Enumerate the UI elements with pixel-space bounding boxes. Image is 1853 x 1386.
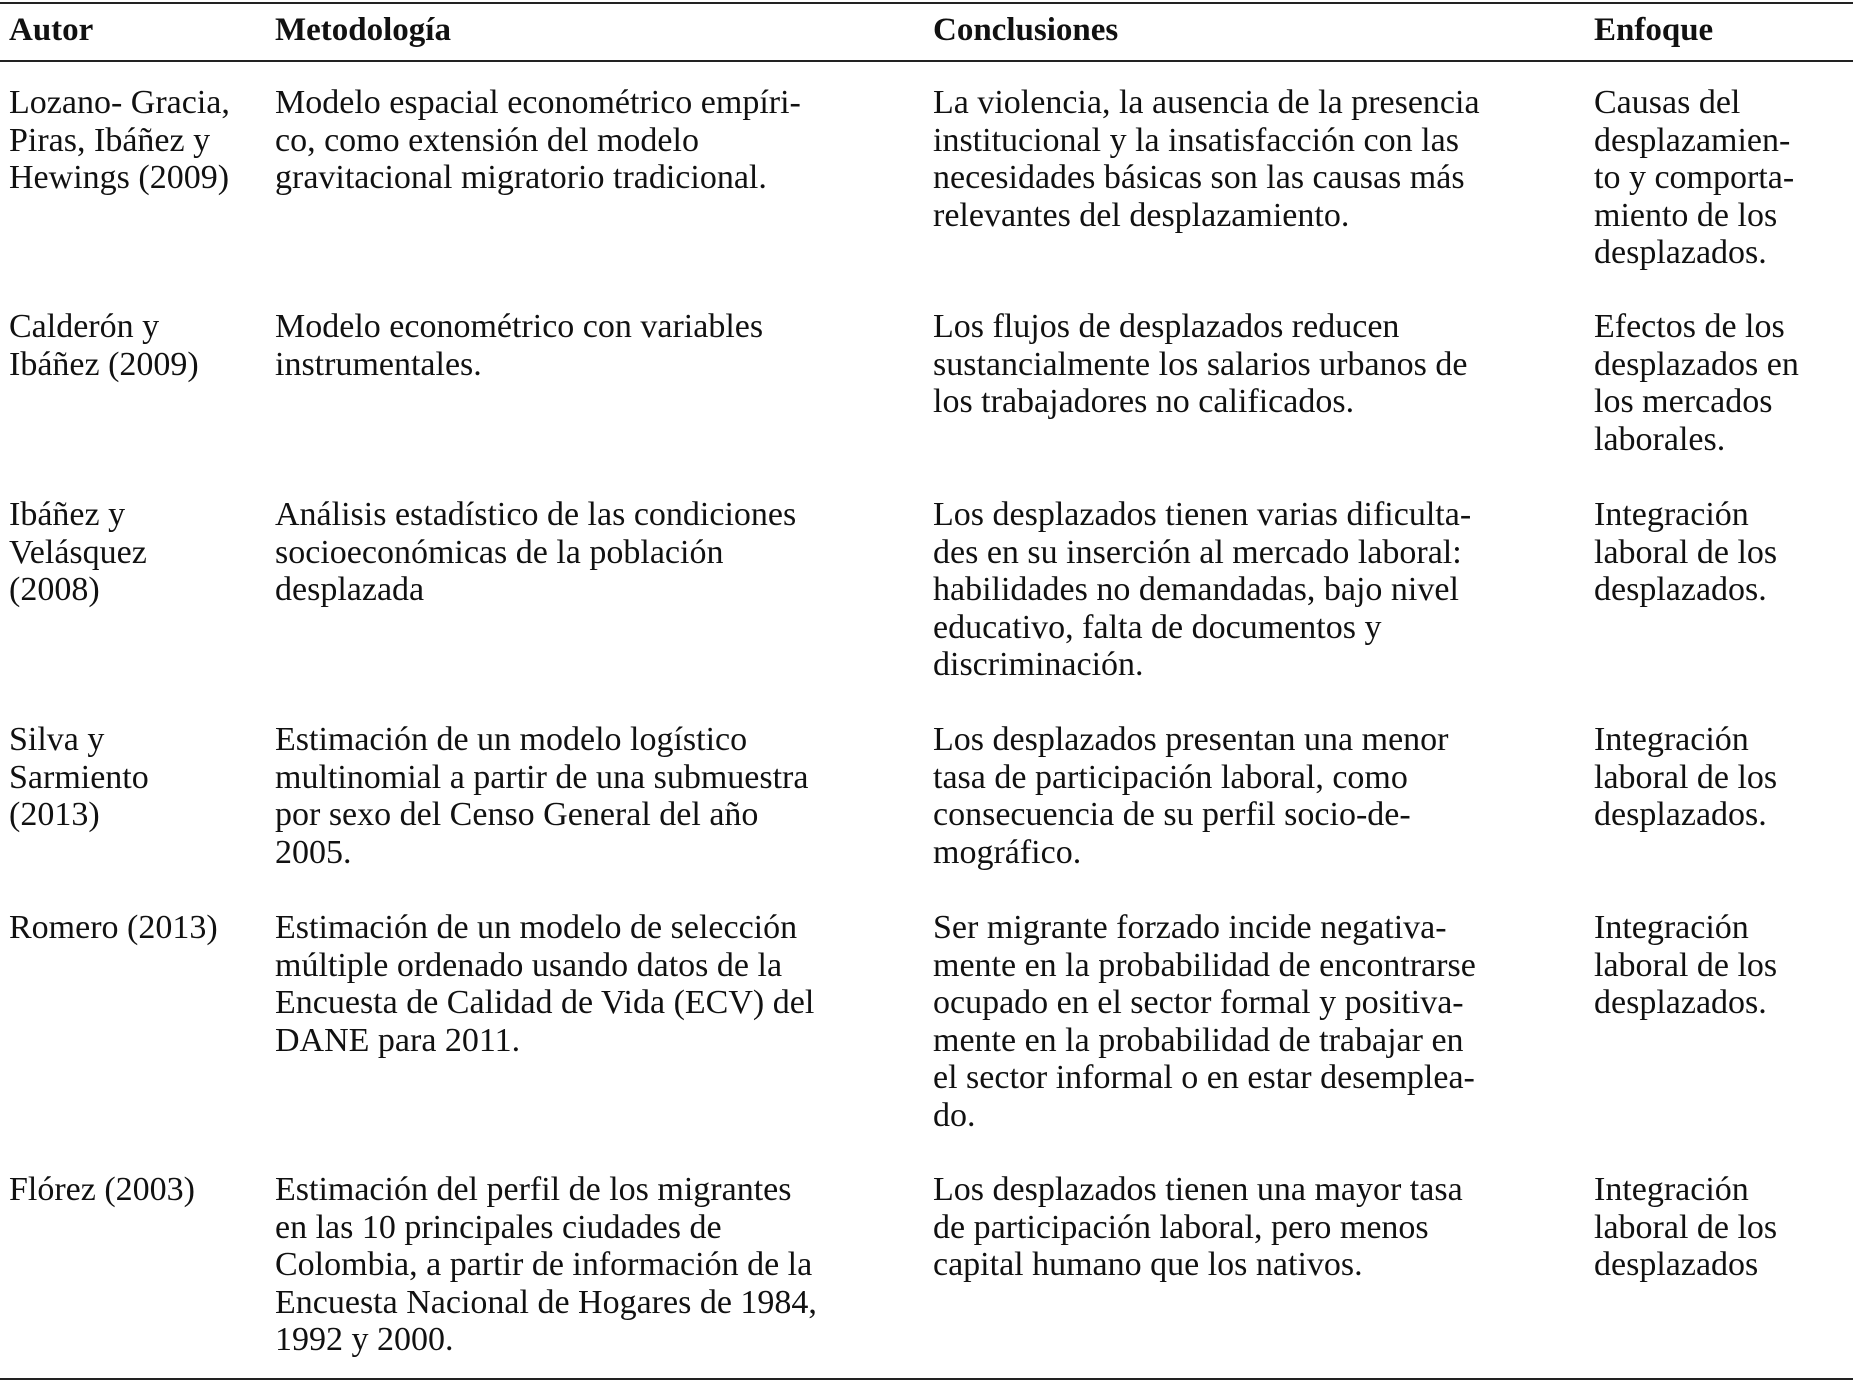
cell-line: Modelo econométrico con variables <box>275 308 764 345</box>
cell-line: mográfico. <box>933 833 1082 871</box>
cell-line: Colombia, a partir de información de la <box>275 1246 813 1283</box>
cell-line: Los desplazados tienen una mayor tasa <box>933 1171 1463 1208</box>
cell-conclusiones <box>933 721 1449 871</box>
cell-line: Flórez (2003) <box>9 1171 196 1208</box>
cell-line: Silva y <box>9 721 105 758</box>
cell-autor <box>9 84 230 197</box>
header-rule <box>0 60 1853 62</box>
cell-line: ocupado en el sector formal y positiva- <box>933 984 1464 1021</box>
cell-line: Piras, Ibáñez y <box>9 121 211 159</box>
cell-line: 2005. <box>275 833 352 871</box>
cell-metodologia <box>275 84 801 197</box>
cell-line: en las 10 principales ciudades de <box>275 1208 722 1246</box>
cell-line: consecuencia de su perfil socio-de- <box>933 796 1411 833</box>
cell-line: Sarmiento <box>9 758 149 796</box>
cell-line: desplazamien- <box>1594 121 1791 159</box>
cell-line: los mercados <box>1594 383 1773 420</box>
cell-line: Los desplazados presentan una menor <box>933 721 1449 758</box>
cell-line: (2008) <box>9 571 100 608</box>
cell-line: por sexo del Censo General del año <box>275 796 759 833</box>
cell-autor <box>9 909 218 947</box>
cell-line: laboral de los <box>1594 1208 1778 1246</box>
cell-line: Efectos de los <box>1594 308 1785 345</box>
cell-conclusiones <box>933 909 1476 1134</box>
top-rule <box>0 2 1853 4</box>
cell-conclusiones <box>933 496 1471 684</box>
cell-line: laborales. <box>1594 420 1726 458</box>
cell-line: laboral de los <box>1594 533 1778 571</box>
cell-enfoque <box>1594 84 1794 272</box>
cell-line: desplazados en <box>1594 345 1799 383</box>
cell-line: Modelo espacial econométrico empíri- <box>275 84 801 121</box>
cell-line: Estimación de un modelo logístico <box>275 721 748 758</box>
header-enfoque: Enfoque <box>1594 12 1714 48</box>
cell-line: sustancialmente los salarios urbanos de <box>933 345 1468 383</box>
cell-autor <box>9 721 149 834</box>
cell-line: relevantes del desplazamiento. <box>933 196 1350 234</box>
cell-line: Velásquez <box>9 533 147 571</box>
cell-line: Ser migrante forzado incide negativa- <box>933 909 1447 946</box>
cell-conclusiones <box>933 1171 1463 1284</box>
cell-line: Estimación de un modelo de selección <box>275 909 798 946</box>
cell-line: Lozano- Gracia, <box>9 84 230 121</box>
cell-line: Encuesta Nacional de Hogares de 1984, <box>275 1283 817 1321</box>
cell-metodologia <box>275 1171 817 1359</box>
cell-line: Los flujos de desplazados reducen <box>933 308 1400 345</box>
cell-line: desplazados. <box>1594 796 1767 833</box>
cell-line: (2013) <box>9 796 100 833</box>
header-autor: Autor <box>9 12 94 48</box>
cell-line: discriminación. <box>933 646 1144 683</box>
cell-metodologia <box>275 909 814 1059</box>
cell-line: miento de los <box>1594 196 1778 234</box>
cell-enfoque <box>1594 909 1777 1022</box>
cell-line: Romero (2013) <box>9 909 218 946</box>
cell-line: desplazados. <box>1594 234 1767 271</box>
cell-line: La violencia, la ausencia de la presencia <box>933 84 1480 121</box>
cell-line: institucional y la insatisfacción con las <box>933 121 1459 159</box>
cell-line: socioeconómicas de la población <box>275 533 724 571</box>
cell-autor <box>9 1171 195 1209</box>
cell-line: Ibáñez (2009) <box>9 345 199 383</box>
cell-line: gravitacional migratorio tradicional. <box>275 159 767 196</box>
cell-line: habilidades no demandadas, bajo nivel <box>933 571 1459 608</box>
cell-line: tasa de participación laboral, como <box>933 758 1408 796</box>
cell-line: multinomial a partir de una submuestra <box>275 758 809 796</box>
cell-line: desplazados <box>1594 1246 1759 1283</box>
cell-metodologia <box>275 721 808 871</box>
cell-line: do. <box>933 1096 976 1134</box>
cell-line: Causas del <box>1594 84 1741 121</box>
cell-line: mente en la probabilidad de trabajar en <box>933 1021 1464 1059</box>
cell-line: Integración <box>1594 721 1749 758</box>
cell-conclusiones <box>933 84 1480 234</box>
cell-metodologia <box>275 308 763 383</box>
cell-line: laboral de los <box>1594 946 1778 984</box>
cell-line: Integración <box>1594 496 1749 533</box>
cell-conclusiones <box>933 308 1467 421</box>
cell-metodologia <box>275 496 796 609</box>
header-conclusiones: Conclusiones <box>933 12 1119 48</box>
header-metodologia: Metodología <box>275 12 451 48</box>
cell-line: desplazados. <box>1594 571 1767 608</box>
cell-line: desplazada <box>275 571 425 608</box>
cell-autor <box>9 496 147 609</box>
cell-line: Calderón y <box>9 308 160 345</box>
cell-line: 1992 y 2000. <box>275 1321 454 1358</box>
cell-line: Encuesta de Calidad de Vida (ECV) del <box>275 984 815 1021</box>
cell-line: Integración <box>1594 1171 1749 1208</box>
cell-enfoque <box>1594 721 1777 834</box>
cell-line: Estimación del perfil de los migrantes <box>275 1171 792 1208</box>
cell-line: el sector informal o en estar desemplea- <box>933 1059 1475 1096</box>
cell-line: DANE para 2011. <box>275 1021 521 1059</box>
cell-enfoque <box>1594 1171 1777 1284</box>
bottom-rule <box>0 1378 1853 1380</box>
cell-enfoque <box>1594 308 1799 458</box>
cell-line: los trabajadores no calificados. <box>933 383 1355 420</box>
cell-line: educativo, falta de documentos y <box>933 608 1382 646</box>
cell-line: Ibáñez y <box>9 496 126 533</box>
cell-line: desplazados. <box>1594 984 1767 1021</box>
cell-line: mente en la probabilidad de encontrarse <box>933 946 1476 984</box>
cell-line: de participación laboral, pero menos <box>933 1208 1429 1246</box>
cell-line: des en su inserción al mercado laboral: <box>933 533 1462 571</box>
cell-line: instrumentales. <box>275 345 482 383</box>
cell-autor <box>9 308 199 383</box>
cell-line: Análisis estadístico de las condiciones <box>275 496 797 533</box>
cell-line: Hewings (2009) <box>9 159 230 196</box>
cell-line: múltiple ordenado usando datos de la <box>275 946 783 984</box>
cell-line: laboral de los <box>1594 758 1778 796</box>
cell-enfoque <box>1594 496 1777 609</box>
cell-line: Los desplazados tienen varias dificulta- <box>933 496 1472 533</box>
cell-line: Integración <box>1594 909 1749 946</box>
cell-line: co, como extensión del modelo <box>275 121 699 159</box>
cell-line: capital humano que los nativos. <box>933 1246 1363 1283</box>
cell-line: to y comporta- <box>1594 159 1795 196</box>
cell-line: necesidades básicas son las causas más <box>933 159 1465 196</box>
